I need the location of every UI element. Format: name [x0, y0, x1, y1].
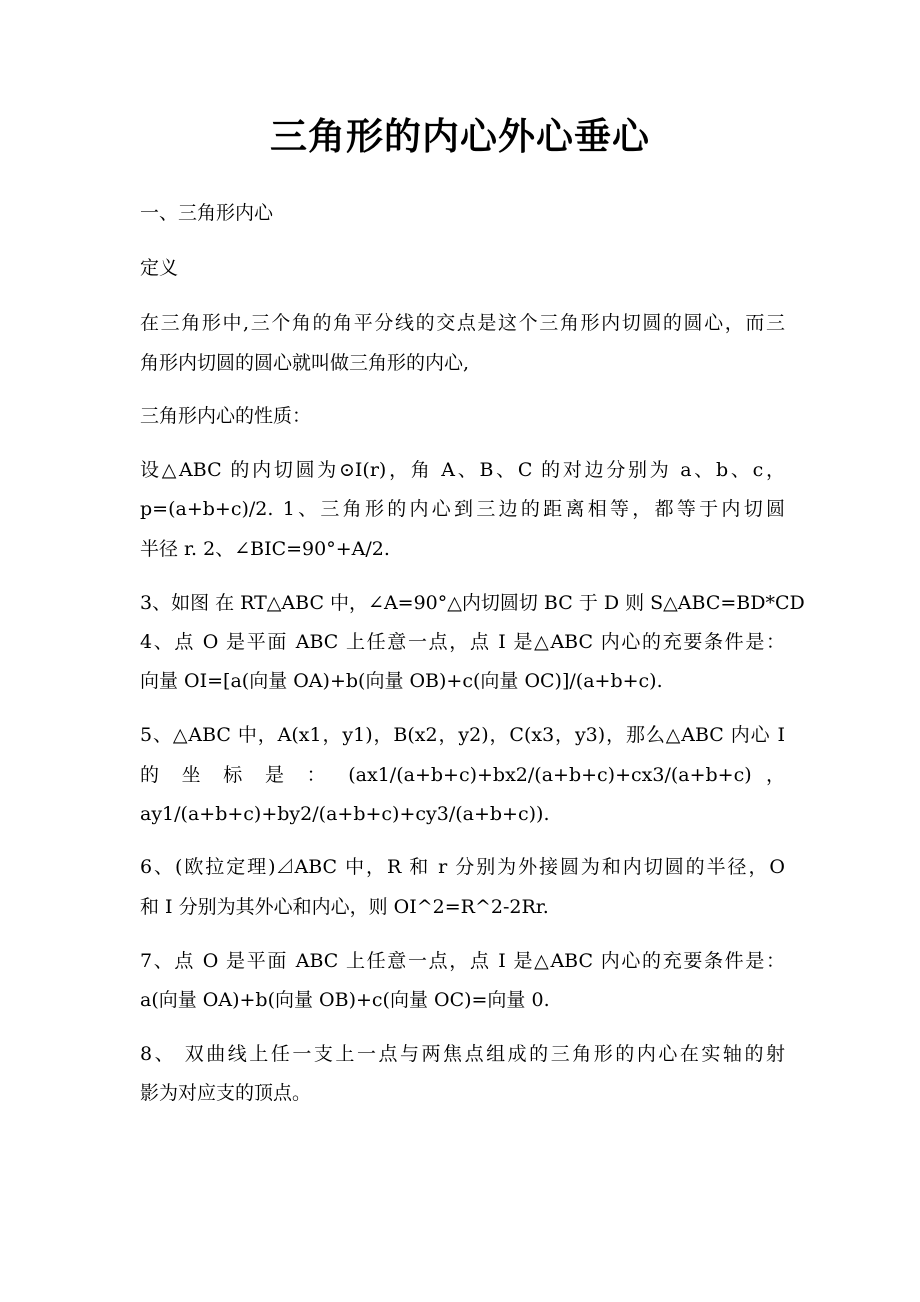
text-line: 设△ABC 的内切圆为⊙I(r)，角 A、B、C 的对边分别为 a、b、c， — [140, 459, 785, 481]
text-line: 6、(欧拉定理)⊿ABC 中，R 和 r 分别为外接圆为和内切圆的半径，O — [140, 856, 785, 878]
text-line: 向量 OI=[a(向量 OA)+b(向量 OB)+c(向量 OC)]/(a+b+c). — [140, 670, 663, 692]
text-line: 角形内切圆的圆心就叫做三角形的内心, — [140, 352, 470, 374]
section-heading: 一、三角形内心 — [140, 202, 274, 224]
text-line: 8、 双曲线上任一支上一点与两焦点组成的三角形的内心在实轴的射 — [140, 1043, 785, 1065]
document-title: 三角形的内心外心垂心 — [270, 114, 650, 158]
text-line: 7、点 O 是平面 ABC 上任意一点，点 I 是△ABC 内心的充要条件是： — [140, 950, 785, 972]
text-line: 和 I 分别为其外心和内心，则 OI^2=R^2-2Rr. — [140, 896, 549, 918]
text-line: 3、如图 在 RT△ABC 中，∠A=90°△内切圆切 BC 于 D 则 S△ABC=BD*CD — [140, 592, 805, 614]
text-line: 在三角形中,三个角的角平分线的交点是这个三角形内切圆的圆心，而三 — [140, 312, 785, 334]
text-line: 影为对应支的顶点。 — [140, 1082, 312, 1104]
text-line: 半径 r. 2、∠BIC=90°+A/2. — [140, 538, 390, 560]
definition-label: 定义 — [140, 257, 179, 279]
text-line: 4、点 O 是平面 ABC 上任意一点，点 I 是△ABC 内心的充要条件是： — [140, 631, 785, 653]
text-line: p=(a+b+c)/2. 1、三角形的内心到三边的距离相等，都等于内切圆 — [140, 498, 785, 520]
text-line: ay1/(a+b+c)+by2/(a+b+c)+cy3/(a+b+c)). — [140, 803, 550, 825]
text-line: 的 坐 标 是 ： (ax1/(a+b+c)+bx2/(a+b+c)+cx3/(a+b+c) ， — [140, 764, 785, 786]
subheading: 三角形内心的性质： — [140, 405, 312, 427]
text-line: 5、△ABC 中，A(x1，y1)，B(x2，y2)，C(x3，y3)，那么△ABC 内心 I — [140, 724, 785, 746]
text-line: a(向量 OA)+b(向量 OB)+c(向量 OC)=向量 0. — [140, 989, 550, 1011]
